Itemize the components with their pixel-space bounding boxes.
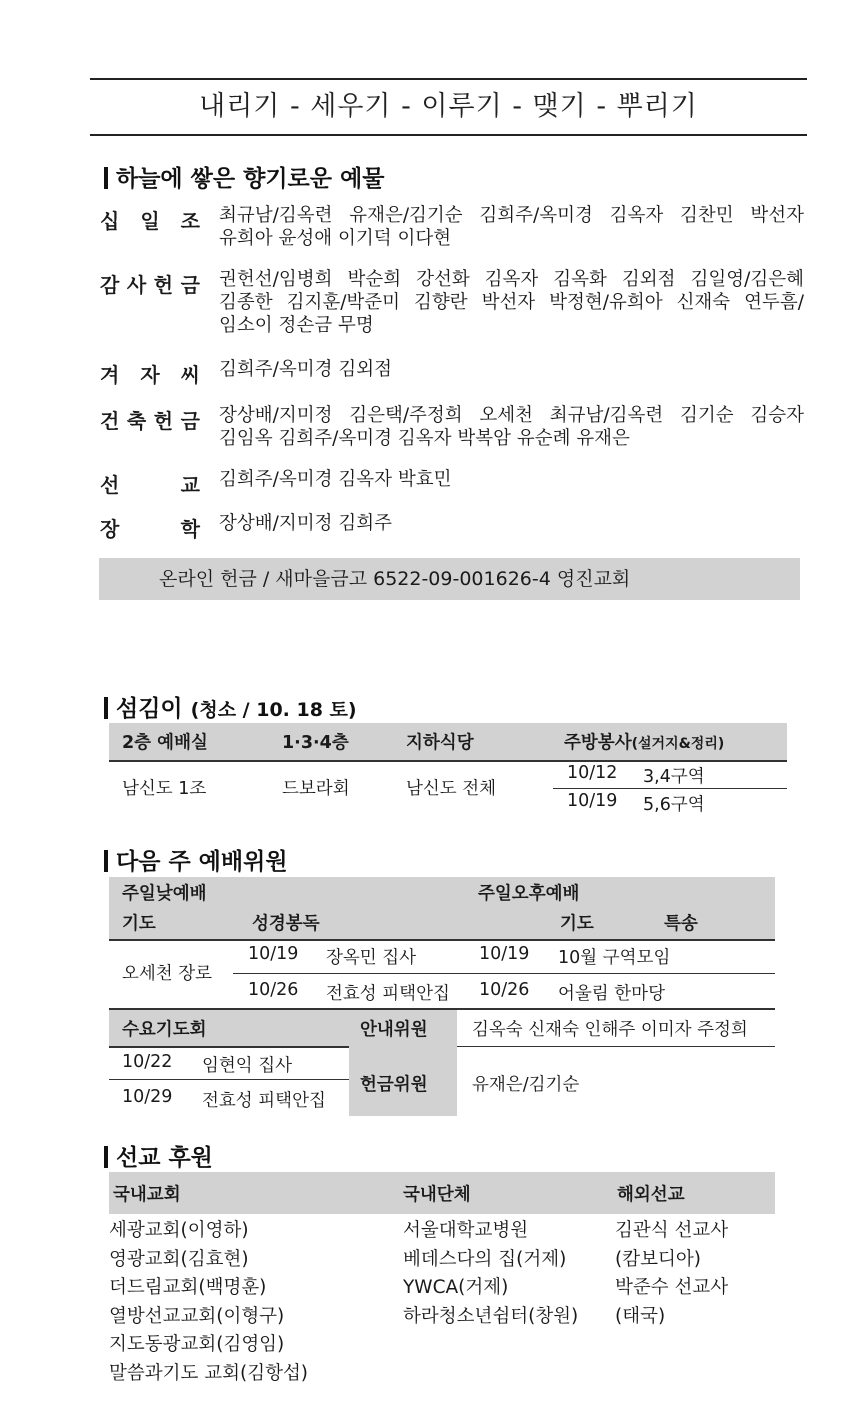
pm-date-1: 10/19 [479, 944, 530, 964]
offering-label-char: 조 [180, 209, 200, 233]
header-pm-prayer: 기도 [560, 914, 594, 934]
offering-label-char: 자 [140, 363, 160, 387]
offering-names-line: 장상배/지미정 김희주 [219, 513, 392, 534]
domestic-church-item: 말씀과기도 교회(김항섭) [109, 1362, 309, 1384]
banner-title: 내리기 - 세우기 - 이루기 - 맺기 - 뿌리기 [199, 91, 698, 122]
mission-heading [104, 1139, 213, 1172]
wed-row-divider [109, 1079, 349, 1080]
kitchen-divider [553, 788, 787, 789]
offerings-heading [104, 160, 384, 193]
offering-names-line: 김임옥 김희주/옥미경 김옥자 박복암 유순례 유재은 [219, 428, 630, 449]
serving-title: 섬김이 [116, 696, 183, 722]
domestic-church-item: 세광교회(이영하) [109, 1220, 249, 1241]
serving-134f-value: 드보라회 [282, 779, 350, 799]
offering-names-line: 김희주/옥미경 김외점 [219, 359, 392, 380]
serving-subtitle: (청소 / 10. 18 토) [190, 699, 357, 721]
offering-label-char: 금 [180, 409, 200, 433]
offering-label-char: 선 [100, 473, 120, 497]
day-prayer-name: 오세천 장로 [122, 964, 213, 984]
offering-committee-names: 유재은/김기순 [472, 1075, 580, 1095]
domestic-church-item: 지도동광교회(김영임) [109, 1334, 285, 1355]
overseas-item: 김관식 선교사 [615, 1220, 729, 1241]
offering-label-char: 교 [180, 473, 200, 497]
wed-date-1: 10/22 [122, 1052, 173, 1072]
kitchen-group-1: 3,4구역 [643, 767, 705, 787]
offering-names-line: 임소이 정손금 무명 [219, 315, 374, 336]
bottom-rule [90, 134, 807, 136]
wed-header-rule [109, 1046, 349, 1048]
worship-row-divider [233, 973, 775, 974]
offering-label-char: 사 [126, 273, 147, 297]
offering-label [100, 359, 200, 388]
top-rule [90, 78, 807, 80]
kitchen-header-note: (설거지&정리) [631, 736, 725, 752]
serving-header-rule [109, 760, 787, 762]
online-offering-bar: 온라인 헌금 / 새마을금고 6522-09-001626-4 영진교회 [99, 558, 800, 600]
domestic-org-item: 베데스다의 집(거제) [403, 1248, 567, 1270]
offering-label [100, 513, 200, 542]
offering-names-line: 권헌선/임병희 박순희 강선화 김옥자 김옥화 김외점 김일영/김은혜 [219, 269, 804, 290]
header-special: 특송 [664, 914, 698, 934]
domestic-org-item: 서울대학교병원 [403, 1220, 529, 1241]
offering-label [100, 405, 200, 434]
header-prayer: 기도 [122, 914, 156, 934]
offering-label-char: 건 [100, 409, 120, 433]
offering-label-char: 십 [100, 209, 120, 233]
pm-name-2: 어울림 한마당 [558, 984, 665, 1004]
serving-header-kitchen [564, 729, 724, 754]
heading-bar [104, 167, 108, 189]
usher-names: 김옥숙 신재숙 인해주 이미자 주정희 [472, 1020, 748, 1040]
offering-label-char: 축 [126, 409, 147, 433]
offering-label [100, 269, 200, 298]
offering-label-char: 겨 [100, 363, 120, 387]
worship-header-rule [109, 939, 775, 941]
offering-committee-label: 헌금위원 [360, 1075, 428, 1095]
kitchen-date-1: 10/12 [567, 763, 618, 783]
sunday-day-label: 주일낮예배 [122, 884, 207, 904]
usher-label: 안내위원 [360, 1020, 428, 1040]
sunday-pm-label: 주일오후예배 [478, 884, 580, 904]
wed-title: 수요기도회 [122, 1020, 207, 1040]
reading-date-1: 10/19 [248, 944, 299, 964]
usher-rule [457, 1046, 775, 1047]
overseas-item: 박준수 선교사 [615, 1277, 729, 1298]
offering-label-char: 장 [100, 517, 120, 541]
offering-label-char: 일 [140, 209, 160, 233]
kitchen-group-2: 5,6구역 [643, 795, 705, 815]
reading-date-2: 10/26 [248, 980, 299, 1000]
domestic-org-item: 하라청소년쉼터(창원) [403, 1305, 579, 1327]
heading-bar [104, 697, 108, 719]
offering-label-char: 씨 [180, 363, 200, 387]
reading-name-2: 전효성 피택안집 [326, 984, 450, 1004]
serving-heading [104, 690, 357, 723]
mission-header-orgs: 국내단체 [403, 1185, 471, 1205]
domestic-org-item: YWCA(거제) [403, 1277, 509, 1298]
offering-names-line: 유희아 윤성애 이기덕 이다현 [219, 228, 452, 249]
header-reading: 성경봉독 [252, 914, 320, 934]
domestic-church-item: 열방선교교회(이형구) [109, 1305, 285, 1327]
pm-date-2: 10/26 [479, 980, 530, 1000]
next-week-title: 다음 주 예배위원 [116, 849, 288, 875]
offering-label [100, 469, 200, 498]
offering-names-line: 김종한 김지훈/박준미 김향란 박선자 박정현/유희아 신재숙 연두흠/ [219, 292, 804, 313]
offering-label-char: 학 [180, 517, 200, 541]
offering-label-char: 감 [100, 273, 120, 297]
mission-header-churches: 국내교회 [113, 1185, 181, 1205]
serving-2f-value: 남신도 1조 [122, 779, 207, 799]
overseas-item: (태국) [615, 1305, 666, 1327]
offering-names-line: 김희주/옥미경 김옥자 박효민 [219, 469, 452, 490]
offering-names-line: 장상배/지미정 김은택/주정희 오세천 최규남/김옥련 김기순 김승자 [219, 405, 804, 426]
mission-header-overseas: 해외선교 [617, 1185, 685, 1205]
wed-name-1: 임현익 집사 [202, 1056, 293, 1076]
heading-bar [104, 850, 108, 872]
offering-label-char: 헌 [153, 409, 174, 433]
offering-label [100, 205, 200, 234]
kitchen-date-2: 10/19 [567, 791, 618, 811]
wed-date-2: 10/29 [122, 1087, 173, 1107]
kitchen-header-label: 주방봉사 [564, 733, 632, 753]
offerings-title: 하늘에 쌓은 향기로운 예물 [116, 166, 385, 192]
offering-names-line: 최규남/김옥련 유재은/김기순 김희주/옥미경 김옥자 김찬민 박선자 [219, 205, 804, 226]
offering-label-char: 금 [180, 273, 200, 297]
overseas-item: (캄보디아) [615, 1248, 701, 1270]
offering-label-char: 헌 [153, 273, 174, 297]
serving-header-134f: 1·3·4층 [282, 733, 349, 753]
serving-header-2f: 2층 예배실 [122, 733, 208, 753]
mission-title: 선교 후원 [116, 1145, 213, 1171]
pm-name-1: 10월 구역모임 [558, 948, 671, 968]
serving-header-basement: 지하식당 [406, 733, 474, 753]
serving-basement-value: 남신도 전체 [406, 779, 497, 799]
domestic-church-item: 더드림교회(백명훈) [109, 1277, 267, 1298]
next-week-heading [104, 843, 288, 876]
reading-name-1: 장옥민 집사 [326, 948, 417, 968]
domestic-church-item: 영광교회(김효현) [109, 1248, 249, 1270]
heading-bar [104, 1146, 108, 1168]
wed-name-2: 전효성 피택안집 [202, 1091, 326, 1111]
